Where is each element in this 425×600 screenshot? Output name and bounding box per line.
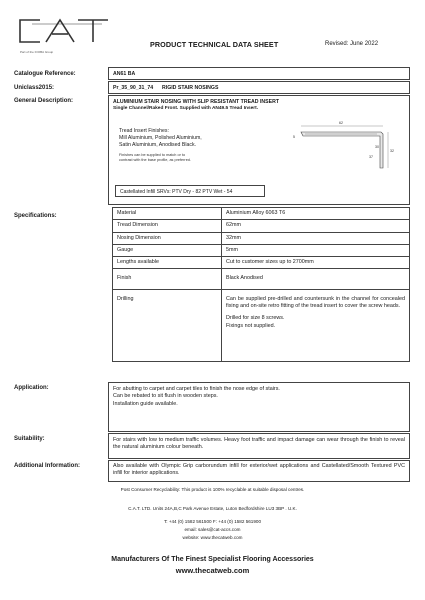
- table-row: [113, 257, 410, 269]
- table-row: [113, 232, 410, 244]
- suitability-label: Suitability:: [14, 436, 45, 442]
- suitability-text: For stairs with low to medium traffic volumes. Heavy foot traffic and impact damage can wear through the finish to reveal the natural aluminium colour beneath.: [113, 437, 405, 451]
- uniclass-name: RIGID STAIR NOSINGS: [162, 85, 219, 91]
- spec-key: Nosing Dimension: [113, 232, 222, 244]
- application-line-2: Can be rebated to sit flush in wooden steps.: [113, 393, 218, 400]
- spec-key: Tread Dimension: [113, 220, 222, 232]
- application-box: [108, 382, 410, 432]
- spec-key: Gauge: [113, 244, 222, 256]
- spec-key: Finish: [113, 269, 222, 289]
- dim-5: 5: [293, 135, 295, 139]
- drilling-text-3: Fixings not supplied.: [226, 322, 276, 329]
- cat-logo: [12, 14, 117, 52]
- spec-value: Cut to customer sizes up to 2700mm: [222, 257, 410, 269]
- company-phone: T: +44 (0) 1582 561500 F: +44 (0) 1582 561900: [163, 519, 262, 524]
- drilling-text-2: Drilled for size 8 screws.: [226, 315, 285, 322]
- additional-box: [108, 460, 410, 482]
- general-subheading: Single Channel/Raked Front. Supplied with AN49.5 Tread Insert.: [113, 106, 259, 112]
- suitability-box: [108, 433, 410, 459]
- specifications-label: Specifications:: [14, 213, 57, 219]
- spec-value: Aluminium Alloy 6063 T6: [222, 208, 410, 220]
- general-box: [108, 95, 410, 205]
- catalogue-label: Catalogue Reference:: [14, 71, 76, 77]
- application-label: Application:: [14, 385, 49, 391]
- spec-value: 32mm: [222, 232, 410, 244]
- document-title: PRODUCT TECHNICAL DATA SHEET: [150, 40, 279, 49]
- finish-note-2: contrast with the base profile, as preferred.: [119, 158, 191, 163]
- company-website[interactable]: website: www.thecatweb.com: [182, 535, 243, 540]
- table-row: [113, 208, 410, 220]
- profile-diagram: [291, 118, 406, 174]
- table-row: [113, 289, 410, 361]
- spec-key: Lengths available: [113, 257, 222, 269]
- additional-label: Additional Information:: [14, 463, 80, 469]
- spec-value: 62mm: [222, 220, 410, 232]
- uniclass-box: [108, 81, 410, 94]
- table-row: [113, 244, 410, 256]
- uniclass-label: Uniclass2015:: [14, 85, 55, 91]
- company-address: C.A.T. LTD. Units 24A,B,C Park Avenue Estate, Luton Bedfordshire LU3 3BP . U.K.: [128, 506, 297, 511]
- finish-note-1: Finishes can be supplied to match or to: [119, 153, 186, 158]
- catalogue-box: [108, 67, 410, 80]
- general-heading: ALUMINIUM STAIR NOSING WITH SLIP RESISTANT TREAD INSERT: [113, 99, 279, 105]
- company-email[interactable]: email: sales@cat-accs.com: [184, 527, 241, 532]
- finish-line-1: Mill Aluminium, Polished Aluminium,: [119, 135, 202, 142]
- tagline: Manufacturers Of The Finest Specialist Flooring Accessories: [111, 556, 314, 563]
- general-label: General Description:: [14, 98, 74, 104]
- drilling-text-1: Can be supplied pre-drilled and countersunk in the channel for concealed fixing and on-site retro fitting of the tread insert to cover the screw heads.: [226, 295, 405, 310]
- dim-37: 37: [369, 155, 373, 159]
- application-line-3: Installation guide available.: [113, 400, 178, 407]
- spec-value: 5mm: [222, 244, 410, 256]
- finishes-title: Tread Insert Finishes:: [119, 128, 169, 134]
- recyclability-text: Post Consumer Recyclability: This product is 100% recyclable at suitable disposal centres.: [120, 487, 305, 492]
- table-row: [113, 269, 410, 289]
- dim-32: 32: [390, 149, 394, 153]
- castellated-box: [115, 185, 265, 197]
- uniclass-code: Pr_35_90_31_74: [113, 85, 154, 91]
- spec-key: Material: [113, 208, 222, 220]
- table-row: [113, 220, 410, 232]
- dim-62: 62: [339, 121, 343, 125]
- spec-value: Black Anodised: [222, 269, 410, 289]
- revision-date: Revised: June 2022: [325, 41, 379, 47]
- logo-subtitle: Part of the IOOBA Group: [20, 50, 54, 54]
- finish-line-2: Satin Aluminium, Anodised Black.: [119, 142, 196, 149]
- footer-url[interactable]: www.thecatweb.com: [175, 566, 250, 575]
- catalogue-value: AN61 BA: [113, 71, 136, 77]
- spec-key: Drilling: [113, 289, 222, 361]
- dim-30: 30: [375, 145, 379, 149]
- specifications-table: [112, 207, 410, 362]
- castellated-text: Castellated Infill SRVs: PTV Dry - 82 PTV Wet - 54: [120, 188, 233, 195]
- application-line-1: For abutting to carpet and carpet tiles to finish the nose edge of stairs.: [113, 386, 280, 392]
- additional-text: Also available with Olympic Grip carborundum infill for exterior/wet applications and Castellated/Smooth Textured PVC infill for interior applications.: [113, 463, 405, 477]
